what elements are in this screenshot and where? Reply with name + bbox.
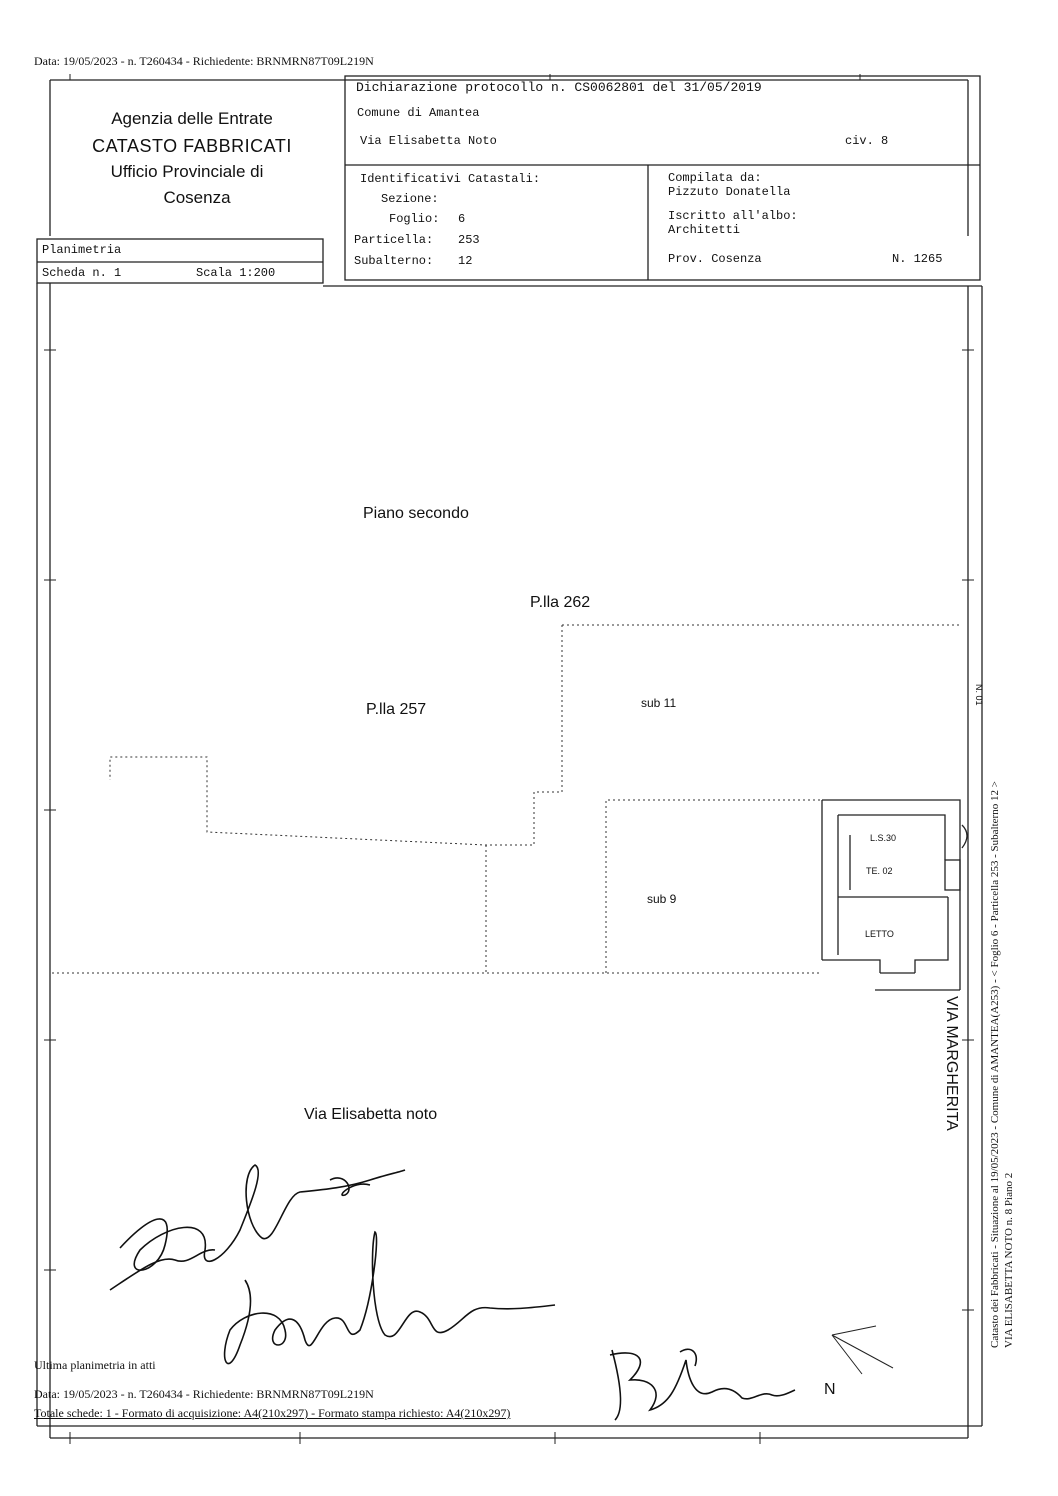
footer-last-plan: Ultima planimetria in atti bbox=[34, 1358, 156, 1372]
planimetria-sheet: Scheda n. 1 bbox=[42, 266, 122, 280]
register-label: Iscritto all'albo: bbox=[668, 209, 798, 223]
agency-name: Agenzia delle Entrate bbox=[111, 109, 273, 128]
compiler-label: Compilata da: bbox=[668, 171, 762, 185]
north-label: N bbox=[824, 1381, 836, 1398]
identifiers-subalterno-label: Subalterno: bbox=[354, 254, 434, 268]
room-label-3: LETTO bbox=[865, 929, 894, 939]
identifiers-title: Identificativi Catastali: bbox=[360, 172, 541, 186]
declaration-protocol: Dichiarazione protocollo n. CS0062801 del 31/05/2019 bbox=[356, 80, 762, 95]
agency-registry: CATASTO FABBRICATI bbox=[92, 136, 292, 156]
declaration-comune: Comune di Amantea bbox=[357, 106, 480, 120]
identifiers-subalterno: 12 bbox=[458, 254, 473, 268]
declaration-civic-number: civ. 8 bbox=[845, 134, 889, 148]
agency-office: Ufficio Provinciale di bbox=[110, 162, 264, 181]
room-label-2: TE. 02 bbox=[866, 866, 893, 876]
agency-city: Cosenza bbox=[163, 188, 231, 207]
street-bottom-label: Via Elisabetta noto bbox=[304, 1106, 438, 1123]
street-right-label: VIA MARGHERITA bbox=[943, 996, 960, 1131]
side-small-label: N. 01 bbox=[974, 684, 984, 706]
parcel-262-label: P.lla 262 bbox=[530, 594, 591, 611]
side-note-address: VIA ELISABETTA NOTO n. 8 Piano 2 bbox=[1003, 1172, 1015, 1348]
identifiers-particella: 253 bbox=[458, 233, 480, 247]
footer-request-line: Data: 19/05/2023 - n. T260434 - Richiedente: BRNMRN87T09L219N bbox=[34, 1387, 374, 1401]
floor-label: Piano secondo bbox=[363, 505, 469, 522]
side-note-situation: Catasto dei Fabbricati - Situazione al 19/05/2023 - Comune di AMANTEA(A253) - < Foglio 6 - Particella 253 - Subalterno 12 > bbox=[989, 781, 1001, 1348]
planimetria-title: Planimetria bbox=[42, 243, 122, 257]
planimetria-scale: Scala 1:200 bbox=[196, 266, 276, 280]
register-value: Architetti bbox=[668, 223, 741, 237]
header-request-line: Data: 19/05/2023 - n. T260434 - Richiedente: BRNMRN87T09L219N bbox=[34, 54, 374, 68]
identifiers-foglio: 6 bbox=[458, 212, 466, 226]
footer-format-line: Totale schede: 1 - Formato di acquisizione: A4(210x297) - Formato stampa richiesto: A4(210x297) bbox=[34, 1406, 511, 1420]
identifiers-sezione: Sezione: bbox=[381, 192, 439, 206]
identifiers-foglio-label: Foglio: bbox=[389, 212, 440, 226]
declaration-address: Via Elisabetta Noto bbox=[360, 134, 497, 148]
handwritten-signatures bbox=[110, 1165, 795, 1420]
register-province: Prov. Cosenza bbox=[668, 252, 762, 266]
register-number: N. 1265 bbox=[892, 252, 943, 266]
sub-11-label: sub 11 bbox=[641, 696, 677, 710]
parcel-257-label: P.lla 257 bbox=[366, 701, 427, 718]
room-label-1: L.S.30 bbox=[870, 833, 897, 843]
compiler-name: Pizzuto Donatella bbox=[668, 185, 791, 199]
sub-9-label: sub 9 bbox=[647, 892, 677, 906]
identifiers-particella-label: Particella: bbox=[354, 233, 434, 247]
